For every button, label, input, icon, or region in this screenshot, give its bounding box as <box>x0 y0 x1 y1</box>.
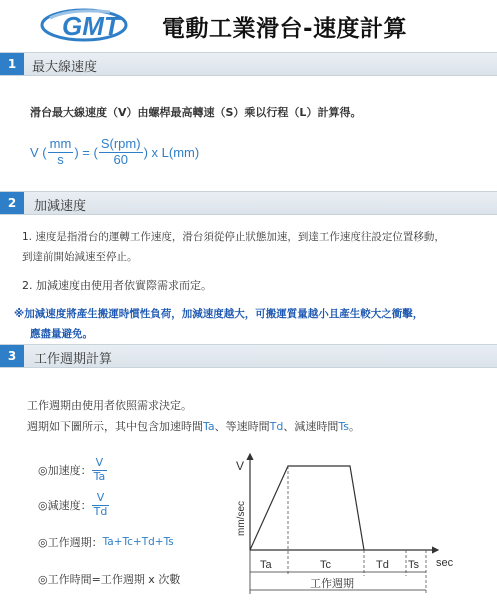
y-axis-title: mm/sec <box>236 501 247 536</box>
max-speed-description: 滑台最大線速度（V）由螺桿最高轉速（S）乘以行程（L）計算得。 <box>30 106 362 119</box>
cycle-ts: Ts <box>338 420 349 433</box>
formula-v-symbol: V <box>30 144 39 160</box>
section-number: 2 <box>0 192 24 214</box>
logo-text: GMT <box>62 11 120 41</box>
legend-accel <box>38 457 107 483</box>
formula-lhs-num: mm <box>49 136 72 151</box>
legend-work-time <box>38 571 180 587</box>
segment-ta: Ta <box>260 559 272 571</box>
velocity-profile-line <box>250 466 364 550</box>
cycle-line-1: 工作週期由使用者依照需求決定。 <box>27 399 192 412</box>
formula-rhs-num: S(rpm) <box>100 136 141 151</box>
legend-work-time-label: ◎工作時間=工作週期 x 次數 <box>38 573 181 586</box>
formula-lhs-fraction <box>48 137 74 168</box>
formula-rhs-den: 60 <box>113 151 128 167</box>
accel-warning-2: 應盡量避免。 <box>30 328 93 340</box>
page-title: 電動工業滑台-速度計算 <box>162 16 408 42</box>
x-axis-unit: sec <box>436 557 454 569</box>
cycle-sep-2: 、減速時間 <box>283 420 339 433</box>
cycle-end: 。 <box>348 420 360 433</box>
section-bar-1 <box>0 52 497 76</box>
y-axis-v-label: V <box>236 459 245 473</box>
legend-decel-num: V <box>92 492 110 506</box>
legend-accel-num: V <box>92 457 108 471</box>
cycle-label: 工作週期 <box>310 578 354 590</box>
section-number: 1 <box>0 53 24 75</box>
accel-line-1: 1. 速度是指滑台的運轉工作速度，滑台須從停止狀態加速，到達工作速度往設定位置移動， <box>22 231 445 243</box>
formula-paren-close: ) <box>74 144 79 160</box>
legend-cycle-value: Ta+Tc+Td+Ts <box>102 536 174 548</box>
section-bar-2 <box>0 191 497 215</box>
segment-td: Td <box>376 559 389 571</box>
legend-decel-fraction <box>92 492 110 518</box>
formula-equals: = <box>82 144 90 160</box>
section-bar-3 <box>0 344 497 368</box>
section-title: 工作週期計算 <box>34 352 113 367</box>
cycle-line-2 <box>27 418 360 434</box>
gmt-logo <box>40 6 140 44</box>
velocity-profile-diagram <box>230 448 490 598</box>
accel-line-2: 2. 加減速度由使用者依實際需求而定。 <box>22 279 212 292</box>
section-title: 最大線速度 <box>32 60 98 75</box>
cycle-td: Td <box>269 420 284 433</box>
legend-accel-fraction <box>92 457 108 483</box>
page-header <box>0 0 497 50</box>
formula-rhs-tail: x L(mm) <box>151 144 200 160</box>
legend-cycle-label: ◎工作週期： <box>38 536 103 549</box>
legend-decel <box>38 492 109 518</box>
legend-accel-den: Ta <box>93 469 106 483</box>
section-title: 加減速度 <box>34 199 87 214</box>
cycle-sep-1: 、等速時間 <box>214 420 270 433</box>
segment-ts: Ts <box>408 559 419 571</box>
formula-paren-close-2: ) <box>143 144 148 160</box>
cycle-ta: Ta <box>203 420 215 433</box>
legend-accel-label: ◎加速度： <box>38 464 92 478</box>
formula-paren-open-2: ( <box>93 144 98 160</box>
segment-tc: Tc <box>320 559 331 571</box>
accel-warning-1: ※加減速度將產生搬運時慣性負荷，加減速度越大，可搬運質量越小且產生較大之衝擊， <box>14 308 424 320</box>
max-speed-formula <box>30 137 330 181</box>
legend-decel-label: ◎減速度： <box>38 499 92 513</box>
legend-decel-den: Td <box>93 504 108 518</box>
section-number: 3 <box>0 345 24 367</box>
legend-cycle <box>38 534 174 550</box>
formula-paren-open: ( <box>42 144 47 160</box>
cycle-line-2-pre: 週期如下圖所示，其中包含加速時間 <box>27 420 203 433</box>
accel-line-1b: 到達前開始減速至停止。 <box>22 251 138 263</box>
formula-lhs-den: s <box>57 151 64 167</box>
formula-rhs-fraction <box>99 137 143 168</box>
